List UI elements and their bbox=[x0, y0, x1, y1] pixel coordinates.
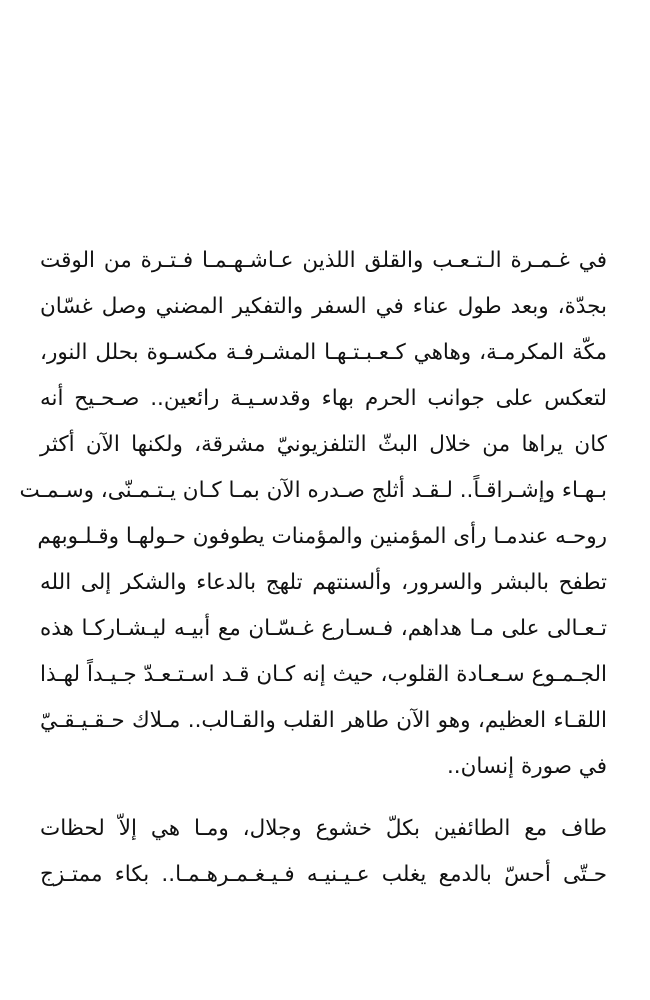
text-line: طاف مع الطائفين بكلّ خشوع وجلال، ومـا هي إلاّ لحظات bbox=[40, 816, 607, 841]
text-line: حـتّى أحسّ بالدمع يغلب عـيـنيـه فـيـغـمـرهـمـا.. بكاء ممتـزج bbox=[40, 862, 607, 887]
text-line: اللقـاء العظيم، وهو الآن طاهر القلب والقـالب.. مـلاك حـقـيـقـيّ bbox=[40, 708, 607, 733]
paragraph-1 bbox=[19, 238, 607, 790]
text-line: بـهـاء وإشـراقـاً.. لـقـد أثلج صـدره الآن بمـا كـان يـتـمـنّى، وسـمـت bbox=[19, 478, 607, 503]
text-line: روحـه عندمـا رأى المؤمنين والمؤمنات يطوفون حـولهـا وقـلـوبهم bbox=[37, 524, 607, 549]
text-line: كان يراها من خلال البثّ التلفزيونيّ مشرقة، ولكنها الآن أكثر bbox=[40, 432, 607, 457]
text-line: في غـمـرة الـتـعـب والقلق اللذين عـاشـهـمـا فـتـرة من الوقت bbox=[40, 248, 607, 273]
text-line: بجدّة، وبعد طول عناء في السفر والتفكير المضني وصل غسّان bbox=[40, 294, 607, 319]
text-line-last: في صورة إنسان.. bbox=[446, 754, 607, 779]
text-line: تـعـالى على مـا هداهم، فـسـارع غـسّـان مع أبيـه ليـشـاركـا هذه bbox=[40, 616, 607, 641]
text-line: لتعكس على جوانب الحرم بهاء وقدسـيـة رائعين.. صـحـيح أنه bbox=[40, 386, 607, 411]
text-line: تطفح بالبشر والسرور، وألسنتهم تلهج بالدعاء والشكر إلى الله bbox=[40, 570, 607, 595]
text-line: الجـمـوع سـعـادة القلوب، حيث إنه كـان قـد اسـتـعـدّ جـيـداً لهـذا bbox=[40, 662, 607, 687]
text-line: مكّة المكرمـة، وهاهي كـعـبـتـهـا المشـرفـة مكسـوة بحلل النور، bbox=[40, 340, 607, 365]
paragraph-2 bbox=[40, 806, 607, 898]
